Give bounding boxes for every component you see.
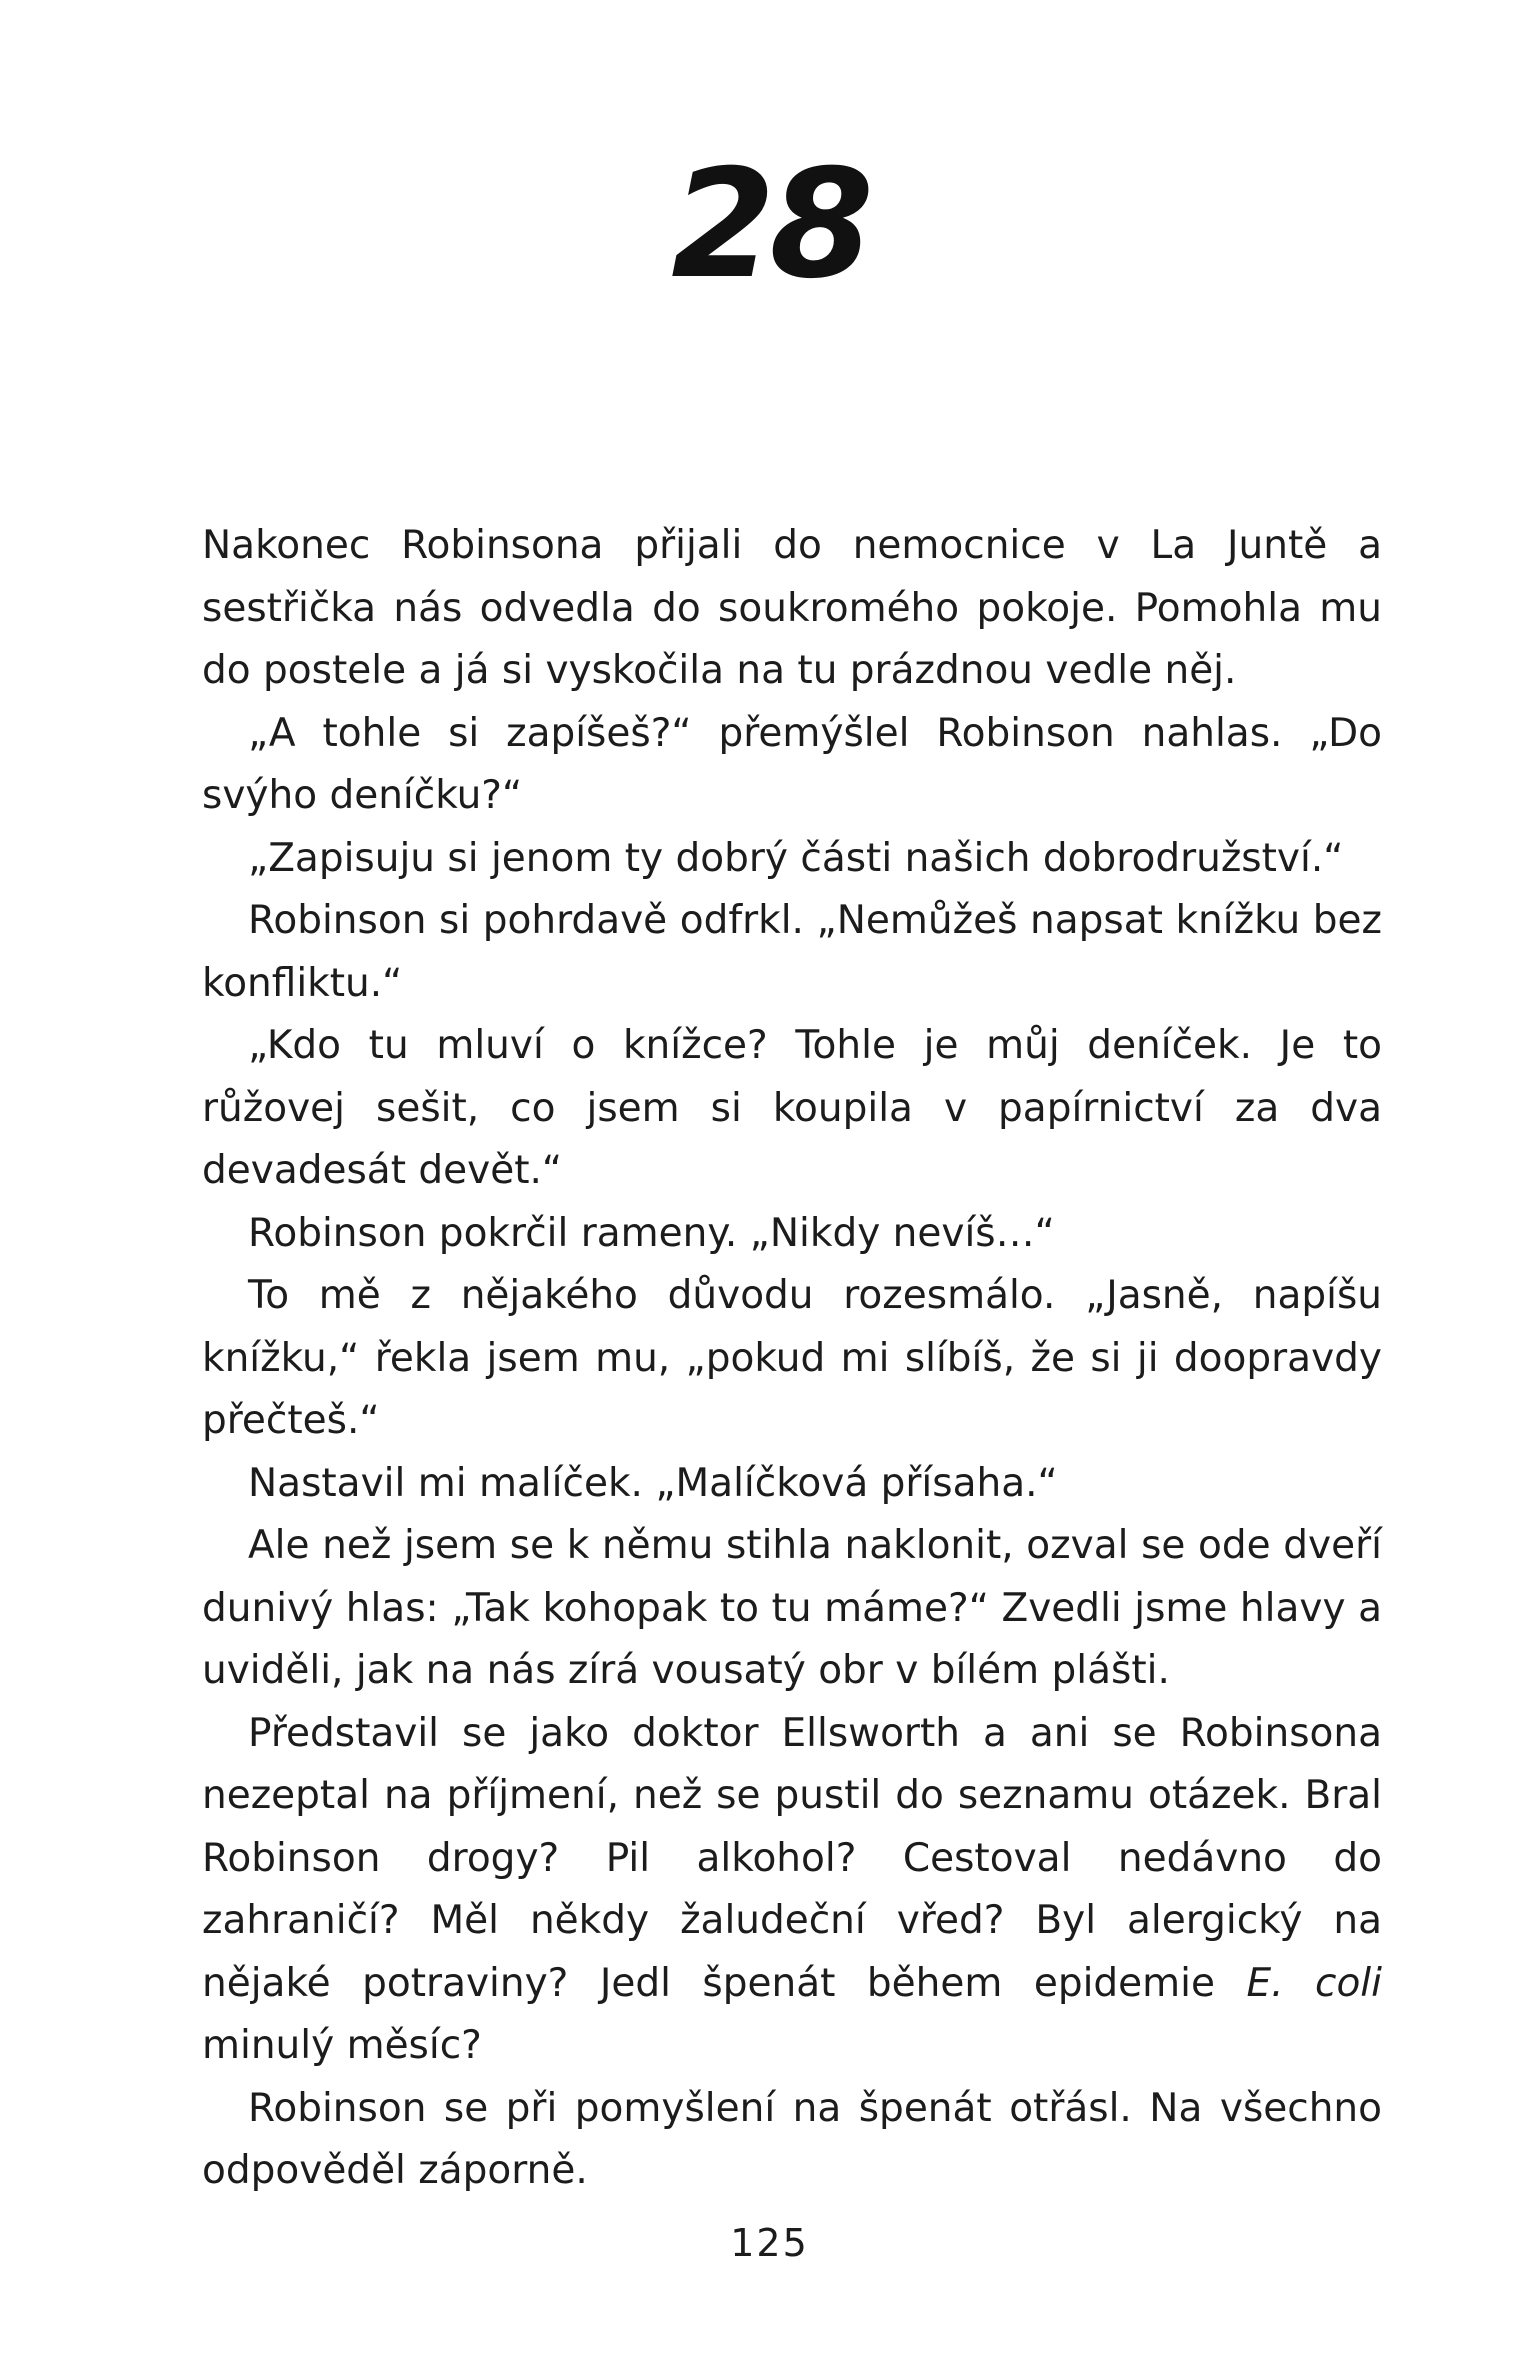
paragraph: To mě z nějakého důvodu rozesmálo. „Jasně, napíšu knížku,“ řekla jsem mu, „pokud mi slíbíš, že si ji doopravdy přečteš.“ [202, 1273, 1382, 1443]
paragraph: „Kdo tu mluví o knížce? Tohle je můj deníček. Je to růžovej sešit, co jsem si koupila v papírnictví za dva devadesát devět.“ [202, 1023, 1382, 1193]
paragraph: Nastavil mi malíček. „Malíčková přísaha.“ [248, 1460, 1058, 1506]
paragraph: Robinson se při pomyšlení na špenát otřásl. Na všechno odpověděl záporně. [202, 2085, 1382, 2193]
paragraph: Ale než jsem se k němu stihla naklonit, ozval se ode dveří dunivý hlas: „Tak kohopak to tu máme?“ Zvedli jsme hlavy a uviděli, jak na nás zírá vousatý obr v bílém plášti. [202, 1523, 1382, 1693]
italic-term: E. coli [1246, 1960, 1382, 2006]
paragraph: „A tohle si zapíšeš?“ přemýšlel Robinson nahlas. „Do svýho deníčku?“ [202, 710, 1382, 818]
paragraph: „Zapisuju si jenom ty dobrý části našich dobrodružství.“ [248, 835, 1344, 881]
paragraph-text: Představil se jako doktor Ellsworth a ani se Robinsona nezeptal na příjmení, než se pustil do seznamu otázek. Bral Robinson drogy? Pil alkohol? Cestoval nedávno do zahraničí? Měl někdy žaludeční vřed? Byl alergický na nějaké potraviny? Jedl špenát během epidemie [202, 1710, 1382, 2006]
chapter-body [202, 515, 1382, 2203]
page-number: 125 [730, 2221, 809, 2265]
paragraph-text: minulý měsíc? [202, 2023, 482, 2068]
paragraph: Robinson pokrčil rameny. „Nikdy nevíš…“ [248, 1210, 1055, 1256]
paragraph [202, 1703, 1382, 2078]
paragraph: Robinson si pohrdavě odfrkl. „Nemůžeš napsat knížku bez konfliktu.“ [202, 898, 1382, 1006]
paragraph: Nakonec Robinsona přijali do nemocnice v La Juntě a sestřička nás odvedla do soukromého pokoje. Pomohla mu do postele a já si vyskočila na tu prázdnou vedle něj. [202, 523, 1382, 693]
chapter-number: 28 [671, 138, 868, 312]
